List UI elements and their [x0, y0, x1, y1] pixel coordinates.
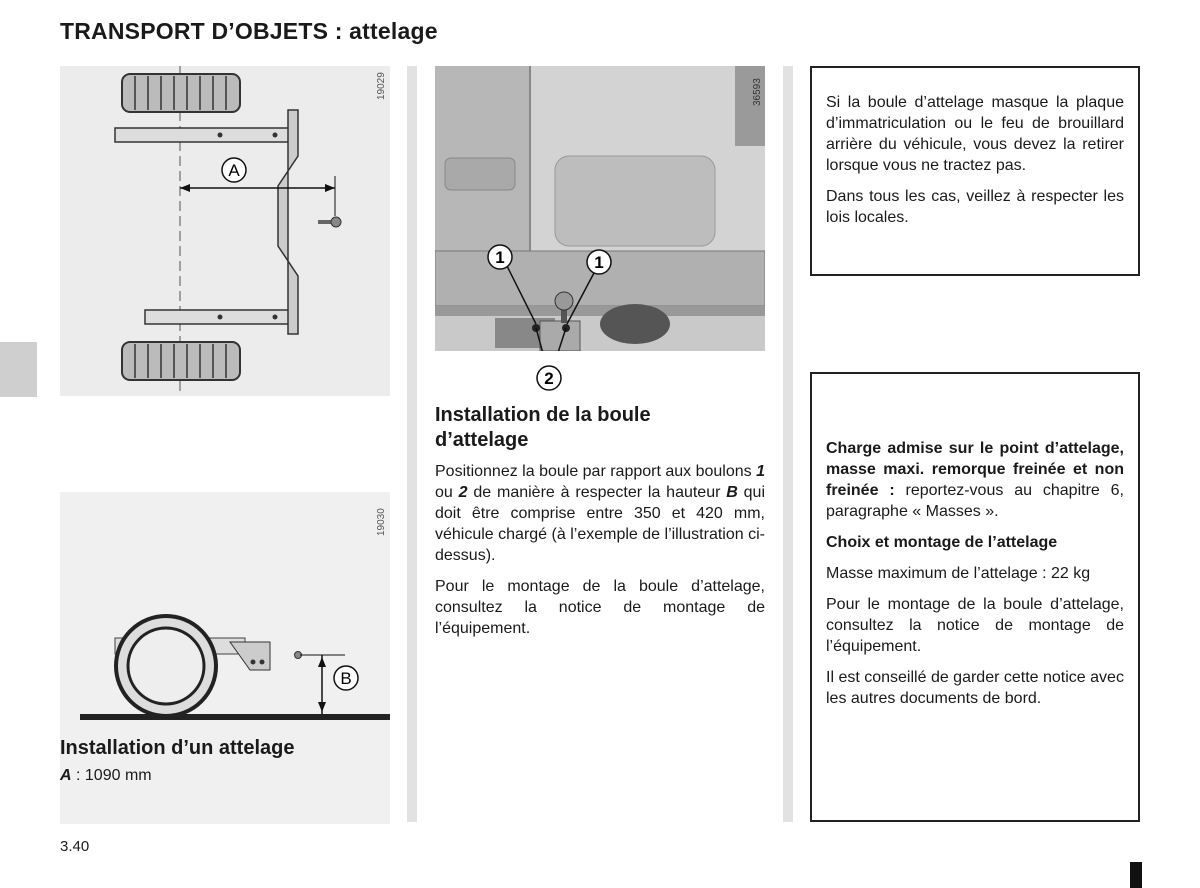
vehicle-rear-drawing [435, 66, 765, 396]
corner-mark [1130, 862, 1142, 888]
column-gutter-left [407, 66, 417, 822]
figure-number: 19030 [376, 508, 387, 536]
figure-hitch-side-view [60, 492, 390, 824]
figure-hitch-top-view [60, 66, 390, 396]
caption-dimension-a: A : 1090 mm [60, 767, 152, 784]
middle-column-text [435, 403, 765, 649]
column-gutter-right [783, 66, 793, 822]
notice-charge-paragraph: Charge admise sur le point d’attelage, masse maxi. remorque freinée et non freinée : reportez-vous au chapitre 6, paragraphe « Masses ». [826, 440, 1124, 520]
notice-masse-paragraph: Masse maximum de l’attelage : 22 kg [826, 565, 1091, 582]
callout-bolt-2: 2 [544, 369, 554, 388]
figure-vehicle-rear [435, 66, 765, 396]
figure-number: 19029 [376, 72, 387, 100]
notice-paragraph-2: Dans tous les cas, veillez à respecter les lois locales. [826, 188, 1124, 226]
notice-box-charge [810, 372, 1140, 822]
callout-bolt-1a: 1 [495, 248, 505, 267]
dimension-a-label: A [228, 161, 240, 180]
callout-bolt-1b: 1 [594, 253, 604, 272]
hitch-side-view-drawing [60, 492, 390, 742]
page-number: 3.40 [60, 838, 90, 855]
dimension-b-label: B [340, 669, 352, 688]
notice-montage-paragraph: Pour le montage de la boule d’attelage, consultez la notice de montage de l’équipement. [826, 596, 1124, 655]
section-heading-installation-attelage: Installation d’un attelage [60, 737, 295, 759]
figure-number: 36593 [752, 78, 763, 106]
hitch-top-view-drawing [60, 66, 390, 396]
notice-box-boule [810, 66, 1140, 276]
notice-paragraph-1: Si la boule d’attelage masque la plaque d’immatriculation ou le feu de brouillard arrière du véhicule, vous devez la retirer lorsque vous ne tractez pas. [826, 94, 1124, 174]
notice-subheading: Choix et montage de l’attelage [826, 534, 1058, 551]
chapter-tab [0, 342, 37, 397]
paragraph-positionnez: Positionnez la boule par rapport aux boulons 1 ou 2 de manière à respecter la hauteur B qui doit être comprise entre 350 et 420 mm, véhicule chargé (à l’exemple de l’illustration ci-dessus). [435, 463, 766, 564]
notice-conseil-paragraph: Il est conseillé de garder cette notice avec les autres documents de bord. [826, 669, 1124, 707]
section-heading-boule: Installation de la boule d’attelage [435, 404, 651, 451]
paragraph-montage: Pour le montage de la boule d’attelage, consultez la notice de montage de l’équipement. [435, 578, 765, 637]
page-title: TRANSPORT D’OBJETS : attelage [60, 18, 438, 44]
